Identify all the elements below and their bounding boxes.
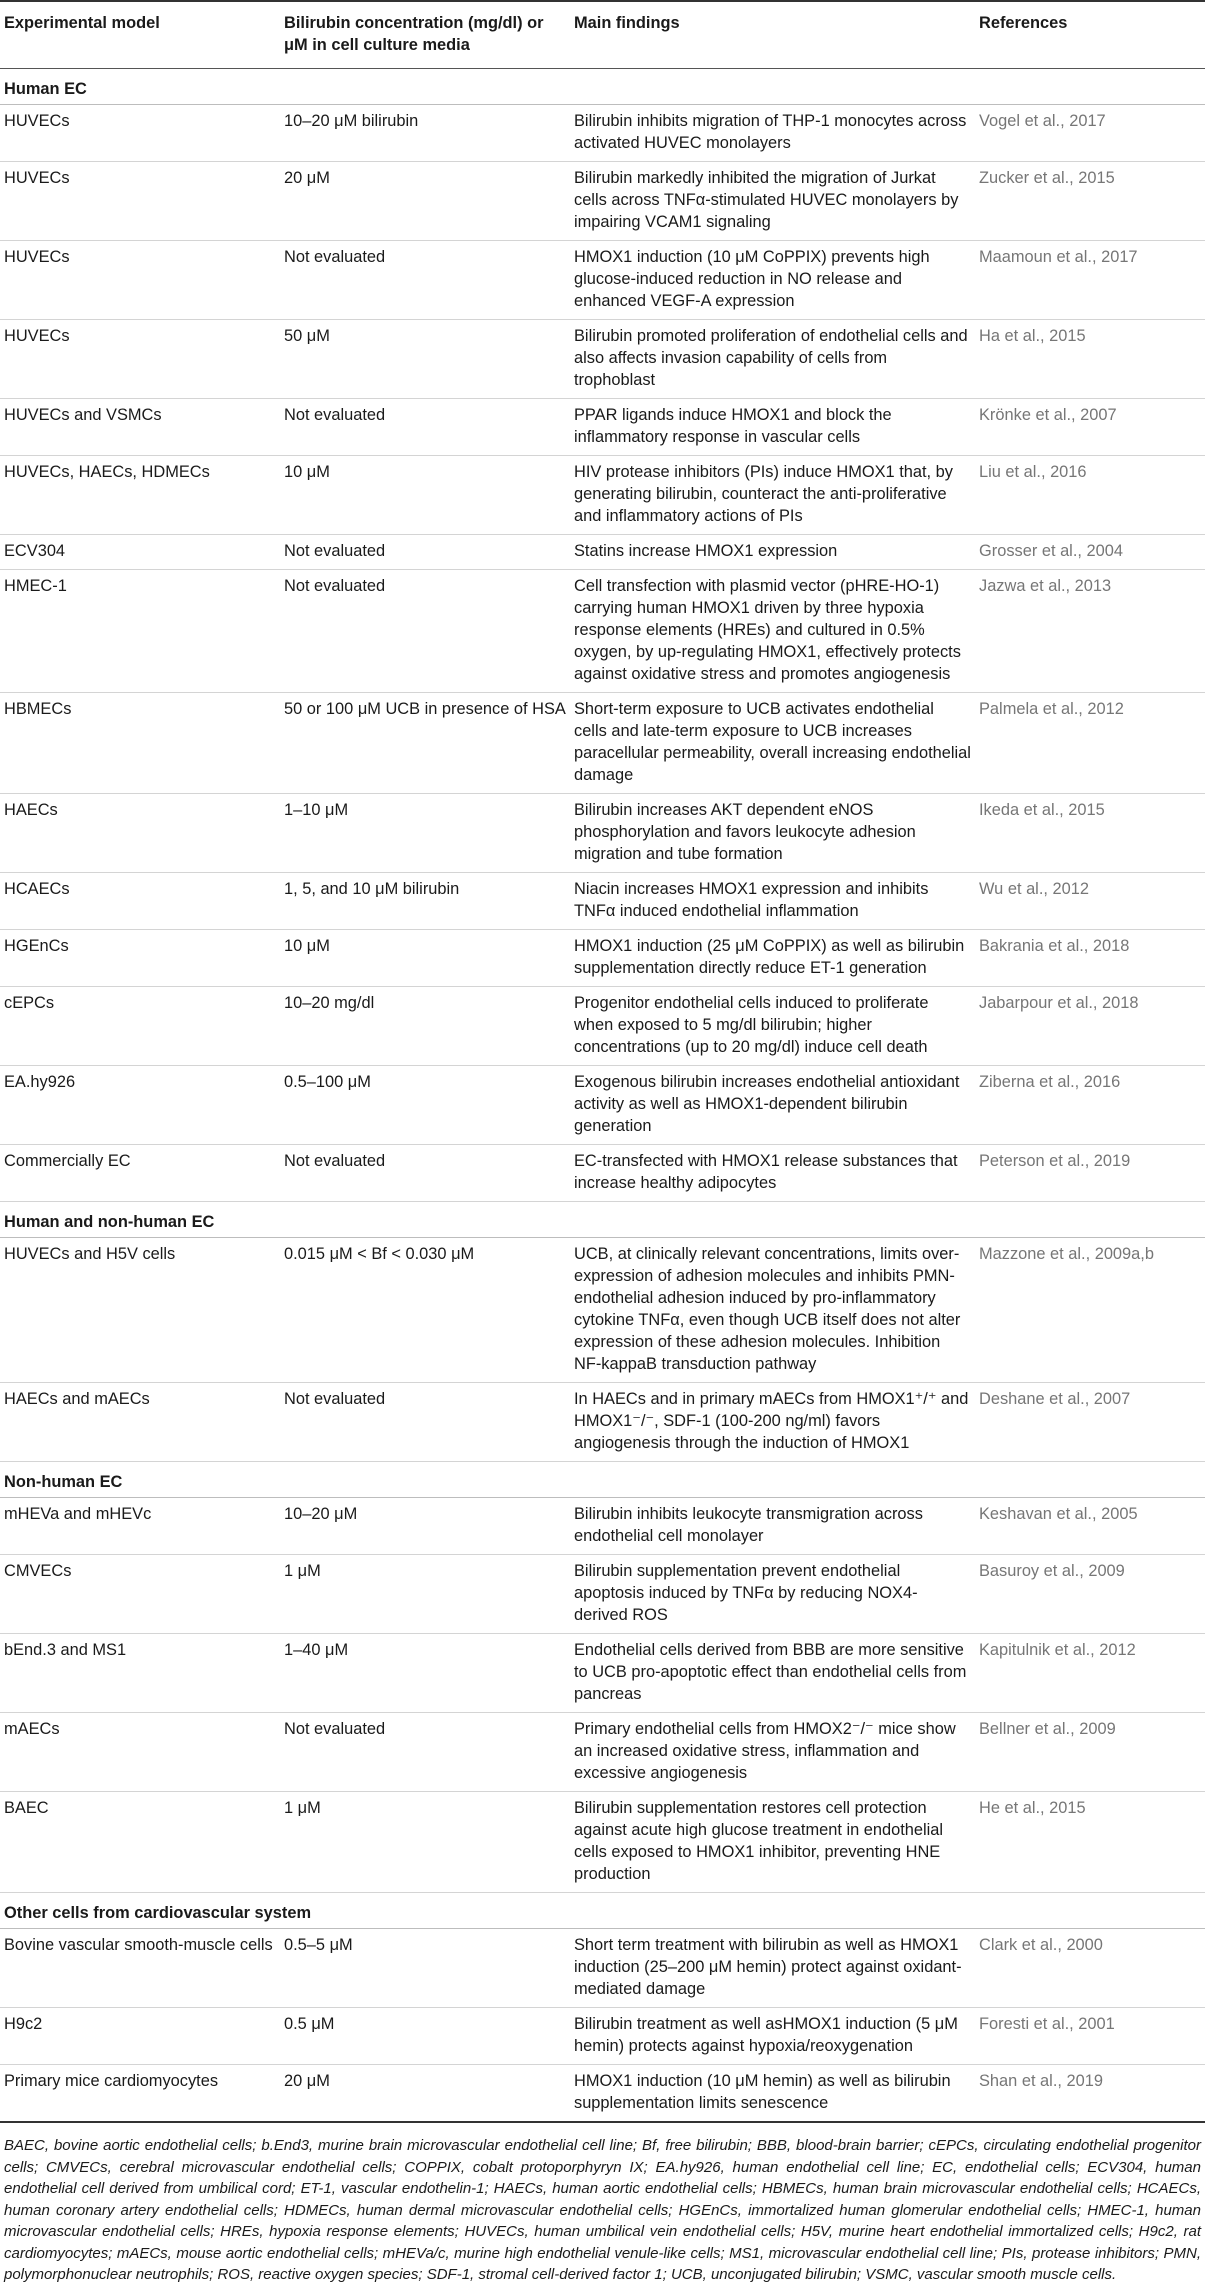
table-row: [0, 1145, 1205, 1202]
table-row: [0, 162, 1205, 241]
header-main-findings: Main findings: [570, 1, 975, 69]
cell-main-findings: Bilirubin supplementation prevent endothelial apoptosis induced by TNFα by reducing NOX4-derived ROS: [570, 1555, 975, 1634]
cell-bilirubin-concentration: 10 μM: [280, 456, 570, 535]
cell-experimental-model: Commercially EC: [0, 1145, 280, 1202]
cell-bilirubin-concentration: Not evaluated: [280, 1713, 570, 1792]
table-row: [0, 1634, 1205, 1713]
cell-experimental-model: cEPCs: [0, 987, 280, 1066]
cell-main-findings: Statins increase HMOX1 expression: [570, 535, 975, 570]
section-header-row: [0, 1462, 1205, 1498]
section-title: Other cells from cardiovascular system: [0, 1893, 1205, 1929]
cell-bilirubin-concentration: 0.5–100 μM: [280, 1066, 570, 1145]
section-title: Human EC: [0, 69, 1205, 105]
cell-reference: Krönke et al., 2007: [975, 399, 1205, 456]
cell-main-findings: Cell transfection with plasmid vector (pHRE-HO-1) carrying human HMOX1 driven by three hypoxia response elements (HREs) and cultured in 0.5% oxygen, by up-regulating HMOX1, effectively protects against oxidative stress and promotes angiogenesis: [570, 570, 975, 693]
table-row: [0, 105, 1205, 162]
cell-reference: Shan et al., 2019: [975, 2065, 1205, 2123]
table-row: [0, 535, 1205, 570]
cell-reference: Clark et al., 2000: [975, 1929, 1205, 2008]
header-references: References: [975, 1, 1205, 69]
cell-reference: Wu et al., 2012: [975, 873, 1205, 930]
cell-experimental-model: mHEVa and mHEVc: [0, 1498, 280, 1555]
cell-bilirubin-concentration: 1–40 μM: [280, 1634, 570, 1713]
cell-reference: Zucker et al., 2015: [975, 162, 1205, 241]
cell-experimental-model: Bovine vascular smooth-muscle cells: [0, 1929, 280, 2008]
table-row: [0, 320, 1205, 399]
cell-experimental-model: EA.hy926: [0, 1066, 280, 1145]
cell-bilirubin-concentration: Not evaluated: [280, 570, 570, 693]
cell-main-findings: Exogenous bilirubin increases endothelial antioxidant activity as well as HMOX1-dependent bilirubin generation: [570, 1066, 975, 1145]
cell-bilirubin-concentration: 0.5–5 μM: [280, 1929, 570, 2008]
cell-main-findings: Primary endothelial cells from HMOX2⁻/⁻ mice show an increased oxidative stress, inflammation and excessive angiogenesis: [570, 1713, 975, 1792]
cell-reference: Ikeda et al., 2015: [975, 794, 1205, 873]
table-row: [0, 1238, 1205, 1383]
cell-experimental-model: HMEC-1: [0, 570, 280, 693]
cell-bilirubin-concentration: 1 μM: [280, 1792, 570, 1893]
cell-experimental-model: HUVECs: [0, 241, 280, 320]
section-title: Human and non-human EC: [0, 1202, 1205, 1238]
cell-reference: Palmela et al., 2012: [975, 693, 1205, 794]
table-row: [0, 399, 1205, 456]
cell-experimental-model: BAEC: [0, 1792, 280, 1893]
cell-main-findings: Bilirubin supplementation restores cell protection against acute high glucose treatment in endothelial cells exposed to HMOX1 inhibitor, preventing HNE production: [570, 1792, 975, 1893]
cell-reference: Kapitulnik et al., 2012: [975, 1634, 1205, 1713]
table-row: [0, 1498, 1205, 1555]
table-row: [0, 2008, 1205, 2065]
cell-reference: Keshavan et al., 2005: [975, 1498, 1205, 1555]
cell-main-findings: PPAR ligands induce HMOX1 and block the inflammatory response in vascular cells: [570, 399, 975, 456]
cell-experimental-model: HUVECs, HAECs, HDMECs: [0, 456, 280, 535]
cell-reference: Jazwa et al., 2013: [975, 570, 1205, 693]
section-title: Non-human EC: [0, 1462, 1205, 1498]
cell-experimental-model: H9c2: [0, 2008, 280, 2065]
cell-bilirubin-concentration: 20 μM: [280, 162, 570, 241]
header-row: [0, 1, 1205, 69]
cell-main-findings: HIV protease inhibitors (PIs) induce HMOX1 that, by generating bilirubin, counteract the anti-proliferative and inflammatory actions of PIs: [570, 456, 975, 535]
cell-bilirubin-concentration: Not evaluated: [280, 1383, 570, 1462]
table-row: [0, 930, 1205, 987]
cell-main-findings: In HAECs and in primary mAECs from HMOX1⁺/⁺ and HMOX1⁻/⁻, SDF-1 (100-200 ng/ml) favors angiogenesis through the induction of HMOX1: [570, 1383, 975, 1462]
cell-main-findings: HMOX1 induction (25 μM CoPPIX) as well as bilirubin supplementation directly reduce ET-1 generation: [570, 930, 975, 987]
section-header-row: [0, 1893, 1205, 1929]
cell-main-findings: HMOX1 induction (10 μM hemin) as well as bilirubin supplementation limits senescence: [570, 2065, 975, 2123]
table-row: [0, 1555, 1205, 1634]
cell-bilirubin-concentration: 50 or 100 μM UCB in presence of HSA: [280, 693, 570, 794]
cell-bilirubin-concentration: 50 μM: [280, 320, 570, 399]
table-row: [0, 1713, 1205, 1792]
cell-reference: Ziberna et al., 2016: [975, 1066, 1205, 1145]
table-row: [0, 987, 1205, 1066]
cell-bilirubin-concentration: Not evaluated: [280, 1145, 570, 1202]
cell-bilirubin-concentration: 0.015 μM < Bf < 0.030 μM: [280, 1238, 570, 1383]
cell-main-findings: Niacin increases HMOX1 expression and inhibits TNFα induced endothelial inflammation: [570, 873, 975, 930]
table-row: [0, 456, 1205, 535]
cell-experimental-model: ECV304: [0, 535, 280, 570]
cell-reference: Liu et al., 2016: [975, 456, 1205, 535]
table-footnote: BAEC, bovine aortic endothelial cells; b.End3, murine brain microvascular endothelial cell line; Bf, free bilirubin; BBB, blood-brain barrier; cEPCs, circulating endothelial progenitor cells; CMVECs, cerebral microvascular endothelial cells; COPPIX, cobalt protoporphyryn IX; EA.hy926, human endothelial cell line; EC, endothelial cells; ECV304, human endothelial cell derived from umbilical cord; ET-1, vascular endothelin-1; HAECs, human aortic endothelial cells; HBMECs, human brain microvascular endothelial cells; HCAECs, human coronary artery endothelial cells; HDMECs, human dermal microvascular endothelial cells; HGEnCs, immortalized human glomerular endothelial cells; HMEC-1, human microvascular endothelial cells; HREs, hypoxia response elements; HUVECs, human umbilical vein endothelial cells; H5V, murine heart endothelial immortalized cells; H9c2, rat cardiomyocytes; mAECs, mouse aortic endothelial cells; mHEVa/c, murine high endothelial venule-like cells; MS1, microvascular endothelial cell line; PIs, protease inhibitors; PMN, polymorphonuclear neutrophils; ROS, reactive oxygen species; SDF-1, stromal cell-derived factor 1; UCB, unconjugated bilirubin; VSMC, vascular smooth muscle cells.: [4, 2137, 1201, 2283]
cell-main-findings: Progenitor endothelial cells induced to proliferate when exposed to 5 mg/dl bilirubin; higher concentrations (up to 20 mg/dl) induce cell death: [570, 987, 975, 1066]
section-header-row: [0, 1202, 1205, 1238]
cell-bilirubin-concentration: Not evaluated: [280, 535, 570, 570]
cell-experimental-model: HAECs and mAECs: [0, 1383, 280, 1462]
table-row: [0, 570, 1205, 693]
cell-reference: Ha et al., 2015: [975, 320, 1205, 399]
cell-experimental-model: bEnd.3 and MS1: [0, 1634, 280, 1713]
cell-experimental-model: HUVECs: [0, 320, 280, 399]
cell-main-findings: Endothelial cells derived from BBB are more sensitive to UCB pro-apoptotic effect than endothelial cells from pancreas: [570, 1634, 975, 1713]
cell-experimental-model: HCAECs: [0, 873, 280, 930]
table-body: [0, 69, 1205, 2123]
cell-reference: Deshane et al., 2007: [975, 1383, 1205, 1462]
table-row: [0, 1929, 1205, 2008]
table-row: [0, 1066, 1205, 1145]
cell-experimental-model: HUVECs and H5V cells: [0, 1238, 280, 1383]
table-row: [0, 241, 1205, 320]
table-header: [0, 1, 1205, 69]
cell-experimental-model: HAECs: [0, 794, 280, 873]
cell-experimental-model: HUVECs and VSMCs: [0, 399, 280, 456]
table-row: [0, 693, 1205, 794]
cell-bilirubin-concentration: 10–20 mg/dl: [280, 987, 570, 1066]
cell-main-findings: UCB, at clinically relevant concentrations, limits over-expression of adhesion molecules and inhibits PMN-endothelial adhesion induced by pro-inflammatory cytokine TNFα, even though UCB itself does not alter expression of these adhesion molecules. Inhibition NF-kappaB transduction pathway: [570, 1238, 975, 1383]
cell-bilirubin-concentration: 1 μM: [280, 1555, 570, 1634]
cell-main-findings: Bilirubin markedly inhibited the migration of Jurkat cells across TNFα-stimulated HUVEC monolayers by impairing VCAM1 signaling: [570, 162, 975, 241]
cell-reference: Foresti et al., 2001: [975, 2008, 1205, 2065]
cell-reference: Bakrania et al., 2018: [975, 930, 1205, 987]
cell-bilirubin-concentration: 10–20 μM bilirubin: [280, 105, 570, 162]
cell-reference: Basuroy et al., 2009: [975, 1555, 1205, 1634]
cell-experimental-model: mAECs: [0, 1713, 280, 1792]
cell-reference: Jabarpour et al., 2018: [975, 987, 1205, 1066]
cell-bilirubin-concentration: 1–10 μM: [280, 794, 570, 873]
cell-reference: Grosser et al., 2004: [975, 535, 1205, 570]
cell-reference: Vogel et al., 2017: [975, 105, 1205, 162]
cell-bilirubin-concentration: Not evaluated: [280, 399, 570, 456]
cell-reference: Maamoun et al., 2017: [975, 241, 1205, 320]
cell-main-findings: Bilirubin inhibits migration of THP-1 monocytes across activated HUVEC monolayers: [570, 105, 975, 162]
cell-main-findings: Bilirubin promoted proliferation of endothelial cells and also affects invasion capability of cells from trophoblast: [570, 320, 975, 399]
cell-experimental-model: CMVECs: [0, 1555, 280, 1634]
cell-bilirubin-concentration: 10 μM: [280, 930, 570, 987]
cell-reference: He et al., 2015: [975, 1792, 1205, 1893]
cell-main-findings: Bilirubin increases AKT dependent eNOS phosphorylation and favors leukocyte adhesion migration and tube formation: [570, 794, 975, 873]
cell-main-findings: Short term treatment with bilirubin as well as HMOX1 induction (25–200 μM hemin) protect against oxidant-mediated damage: [570, 1929, 975, 2008]
cell-bilirubin-concentration: 1, 5, and 10 μM bilirubin: [280, 873, 570, 930]
header-experimental-model: Experimental model: [0, 1, 280, 69]
header-bilirubin-concentration: Bilirubin concentration (mg/dl) or μM in cell culture media: [280, 1, 570, 69]
table-row: [0, 873, 1205, 930]
cell-experimental-model: Primary mice cardiomyocytes: [0, 2065, 280, 2123]
cell-main-findings: Bilirubin inhibits leukocyte transmigration across endothelial cell monolayer: [570, 1498, 975, 1555]
cell-main-findings: Short-term exposure to UCB activates endothelial cells and late-term exposure to UCB increases paracellular permeability, overall increasing endothelial damage: [570, 693, 975, 794]
cell-experimental-model: HGEnCs: [0, 930, 280, 987]
cell-bilirubin-concentration: 10–20 μM: [280, 1498, 570, 1555]
table-row: [0, 2065, 1205, 2123]
cell-bilirubin-concentration: 20 μM: [280, 2065, 570, 2123]
cell-bilirubin-concentration: 0.5 μM: [280, 2008, 570, 2065]
cell-experimental-model: HUVECs: [0, 105, 280, 162]
cell-reference: Bellner et al., 2009: [975, 1713, 1205, 1792]
cell-main-findings: EC-transfected with HMOX1 release substances that increase healthy adipocytes: [570, 1145, 975, 1202]
table-row: [0, 794, 1205, 873]
cell-experimental-model: HUVECs: [0, 162, 280, 241]
cell-experimental-model: HBMECs: [0, 693, 280, 794]
cell-reference: Peterson et al., 2019: [975, 1145, 1205, 1202]
cell-reference: Mazzone et al., 2009a,b: [975, 1238, 1205, 1383]
cell-main-findings: Bilirubin treatment as well asHMOX1 induction (5 μM hemin) protects against hypoxia/reoxygenation: [570, 2008, 975, 2065]
cell-bilirubin-concentration: Not evaluated: [280, 241, 570, 320]
section-header-row: [0, 69, 1205, 105]
table-row: [0, 1383, 1205, 1462]
cell-main-findings: HMOX1 induction (10 μM CoPPIX) prevents high glucose-induced reduction in NO release and enhanced VEGF-A expression: [570, 241, 975, 320]
table-row: [0, 1792, 1205, 1893]
